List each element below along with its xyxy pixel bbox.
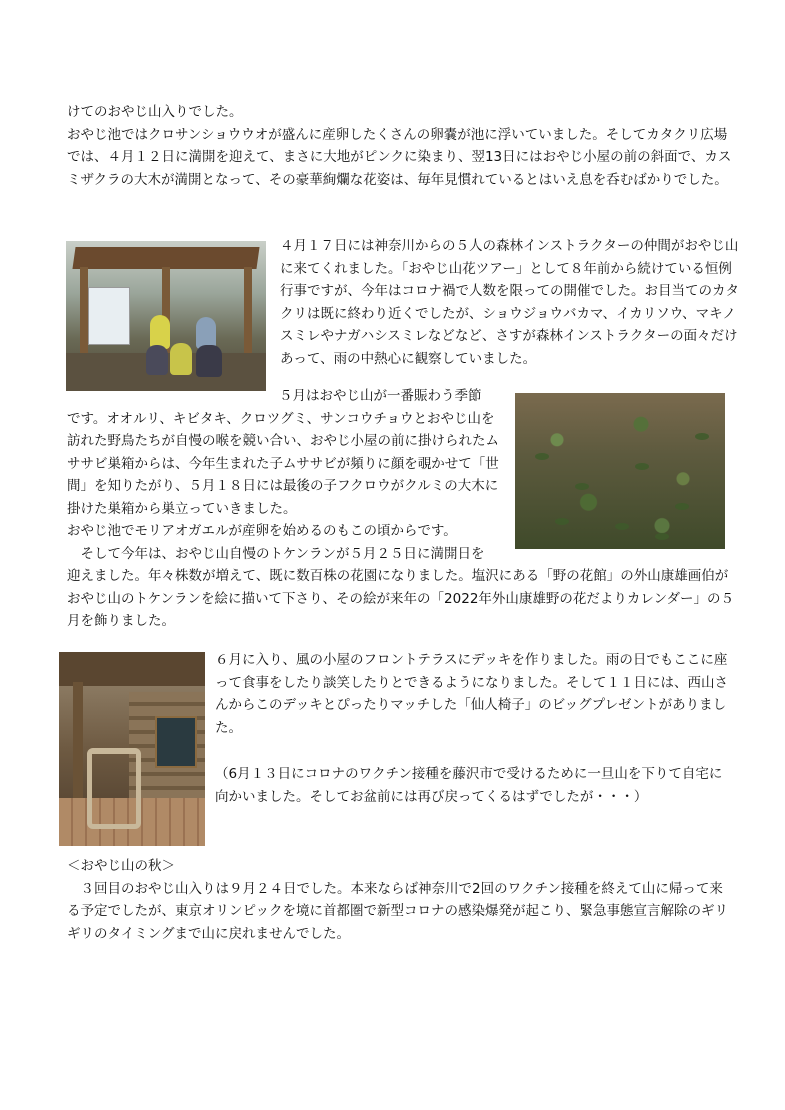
instructors-group-photo — [66, 241, 266, 391]
autumn-paragraph: ３回目のおやじ山入りは９月２４日でした。本来ならば神奈川で2回のワクチン接種を終えて山に帰って来る予定でしたが、東京オリンピックを境に首都圏で新型コロナの感染爆発が起こり、緊急事態宣言解除のギリギリのタイミングまで山に戻れませんでした。 — [67, 880, 728, 942]
intro-paragraph: けてのおやじ山入りでした。 おやじ池ではクロサンショウウオが盛んに産卵したくさんの卵嚢が池に浮いていました。そしてカタクリ広場では、４月１２日に満開を迎えて、まさに大地がピンクに染まり、翌13日にはおやじ小屋の前の斜面で、カスミザクラの大木が満開となって、その豪華絢爛な花姿は、毎年見慣れているとはいえ息を呑むばかりでした。 — [67, 104, 732, 188]
april-instructors-paragraph: ４月１７日には神奈川からの５人の森林インストラクターの仲間がおやじ山に来てくれました。「おやじ山花ツアー」として８年前から続けている恒例行事ですが、今年はコロナ禍で人数を限っての開催でした。お目当てのカタクリは既に終わり近くでしたが、ショウジョウバカマ、イカリソウ、マキノスミレやナガハシスミレなどなど、さすが森林インストラクターの面々だけあって、雨の中熱心に観察していました。 — [280, 238, 739, 367]
autumn-section — [67, 855, 735, 945]
may-lead-text: ５月はおやじ山が一番賑わう季節 — [279, 388, 482, 404]
may-body-text: です。オオルリ、キビタキ、クロツグミ、サンコウチョウとおやじ山を訪れた野鳥たちが自慢の喉を競い合い、おやじ小屋の前に掛けられたムササビ巣箱からは、今年生まれた子ムササビが頻りに顔を覗かせて「世間」を知りたがり、５月１８日には最後の子フクロウがクルミの大木に掛けた巣箱から巣立っていきました。 おやじ池でモリアオガエルが産卵を始めるのもこの頃からです。 そして今年は、おやじ山自慢のトケンランが５月２５日に満開日を — [67, 410, 499, 562]
autumn-heading: ＜おやじ山の秋＞ — [67, 858, 175, 874]
tokenran-paragraph: 迎えました。年々株数が増えて、既に数百株の花園になりました。塩沢にある「野の花館」の外山康雄画伯がおやじ山のトケンランを絵に描いて下さり、その絵が来年の「2022年外山康雄野の花だよりカレンダー」の５月を飾りました。 — [67, 568, 735, 629]
june-deck-paragraph: ６月に入り、風の小屋のフロントテラスにデッキを作りました。雨の日でもここに座って食事をしたり談笑したりとできるようになりました。そして１１日には、西山さんからこのデッキとぴったりマッチした「仙人椅子」のビッグプレゼントがありました。 — [215, 652, 728, 736]
forest-lilies-photo — [515, 393, 725, 549]
terrace-deck-chair-photo — [59, 652, 205, 846]
may-birds-paragraph — [67, 385, 507, 565]
vaccine-note-paragraph: （6月１３日にコロナのワクチン接種を藤沢市で受けるために一旦山を下りて自宅に向かいました。そしてお盆前には再び戻ってくるはずでしたが・・・） — [215, 766, 723, 805]
